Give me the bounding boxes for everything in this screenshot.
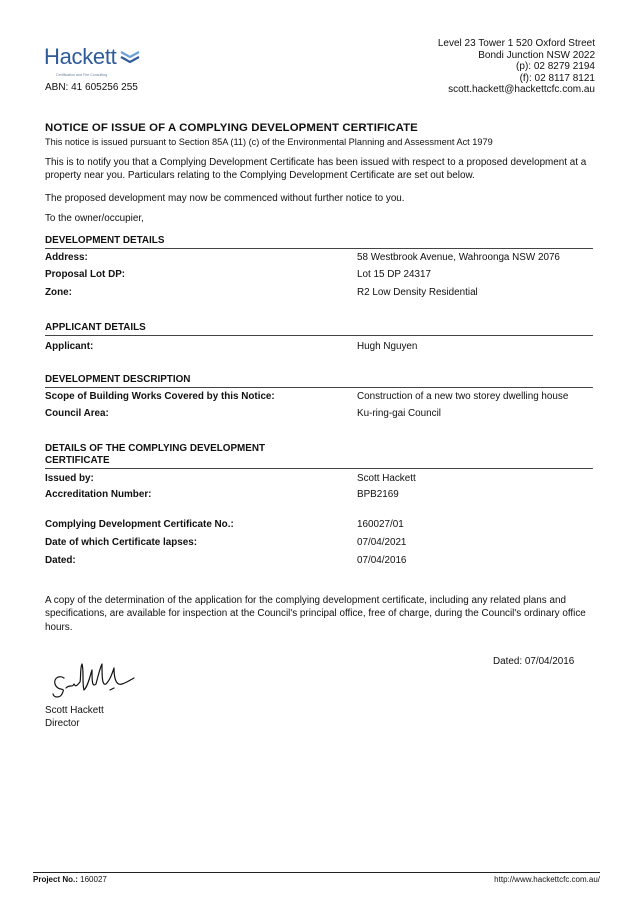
notice-paragraph: The proposed development may now be commenced without further notice to you. xyxy=(45,193,405,204)
cdc-number-value: 160027/01 xyxy=(357,519,404,530)
applicant-value: Hugh Nguyen xyxy=(357,341,418,352)
chevron-logo-icon xyxy=(120,50,140,66)
abn-number: ABN: 41 605256 255 xyxy=(45,82,138,93)
project-number xyxy=(33,875,107,884)
address-line: Bondi Junction NSW 2022 xyxy=(478,49,595,61)
applicant-label: Applicant: xyxy=(45,341,94,352)
lapse-date-label: Date of which Certificate lapses: xyxy=(45,537,198,548)
address-label: Address: xyxy=(45,252,88,263)
company-address xyxy=(438,38,595,96)
email-line: scott.hackett@hackettcfc.com.au xyxy=(448,84,595,96)
signature-date: Dated: 07/04/2016 xyxy=(493,656,575,667)
signer-name: Scott Hackett xyxy=(45,705,104,716)
lot-dp-value: Lot 15 DP 24317 xyxy=(357,269,431,280)
lot-dp-label: Proposal Lot DP: xyxy=(45,269,126,280)
section-heading-development-details: DEVELOPMENT DETAILS xyxy=(45,235,593,249)
heading-line: DETAILS OF THE COMPLYING DEVELOPMENT xyxy=(45,443,266,454)
zone-label: Zone: xyxy=(45,287,72,298)
scope-value: Construction of a new two storey dwelling house xyxy=(357,391,569,402)
dated-label: Dated: xyxy=(45,555,76,566)
project-number-value: 160027 xyxy=(80,875,107,884)
notice-salutation: To the owner/occupier, xyxy=(45,213,144,224)
heading-line: CERTIFICATE xyxy=(45,455,110,466)
handwritten-signature xyxy=(50,654,170,702)
notice-title: NOTICE OF ISSUE OF A COMPLYING DEVELOPMENT CERTIFICATE xyxy=(45,122,418,134)
phone-line: (p): 02 8279 2194 xyxy=(516,61,595,73)
dated-value: 07/04/2016 xyxy=(357,555,407,566)
project-number-label: Project No.: xyxy=(33,875,78,884)
section-heading-applicant-details: APPLICANT DETAILS xyxy=(45,322,593,336)
council-area-value: Ku-ring-gai Council xyxy=(357,408,441,419)
cdc-number-label: Complying Development Certificate No.: xyxy=(45,519,234,530)
closing-paragraph: A copy of the determination of the application for the complying development certificate, including any related plans and specifications, are available for inspection at the Council's principal office, free of charge, during the Council's ordinary office hours. xyxy=(45,595,586,633)
issued-by-value: Scott Hackett xyxy=(357,473,416,484)
address-value: 58 Westbrook Avenue, Wahroonga NSW 2076 xyxy=(357,252,560,263)
footer-divider xyxy=(33,872,600,873)
company-logo xyxy=(44,44,174,77)
council-area-label: Council Area: xyxy=(45,408,109,419)
notice-subtitle: This notice is issued pursuant to Section 85A (11) (c) of the Environmental Planning and Assessment Act 1979 xyxy=(45,137,493,147)
notice-paragraph: This is to notify you that a Complying Development Certificate has been issued with respect to a proposed development at a property near you. Particulars relating to the Complying Development Certificate are set out below. xyxy=(45,157,587,182)
signer-role: Director xyxy=(45,718,80,729)
issued-by-label: Issued by: xyxy=(45,473,94,484)
scope-label: Scope of Building Works Covered by this Notice: xyxy=(45,391,275,402)
address-line: Level 23 Tower 1 520 Oxford Street xyxy=(437,38,595,49)
footer-website: http://www.hackettcfc.com.au/ xyxy=(494,875,600,884)
fax-line: (f): 02 8117 8121 xyxy=(519,72,595,84)
lapse-date-value: 07/04/2021 xyxy=(357,537,407,548)
section-heading-certificate-details xyxy=(45,443,593,469)
logo-wordmark: Hackett xyxy=(44,44,117,69)
logo-tagline: Certification and Fire Consulting xyxy=(56,73,108,77)
section-heading-development-description: DEVELOPMENT DESCRIPTION xyxy=(45,374,593,388)
zone-value: R2 Low Density Residential xyxy=(357,287,478,298)
accreditation-value: BPB2169 xyxy=(357,489,399,500)
accreditation-label: Accreditation Number: xyxy=(45,489,152,500)
